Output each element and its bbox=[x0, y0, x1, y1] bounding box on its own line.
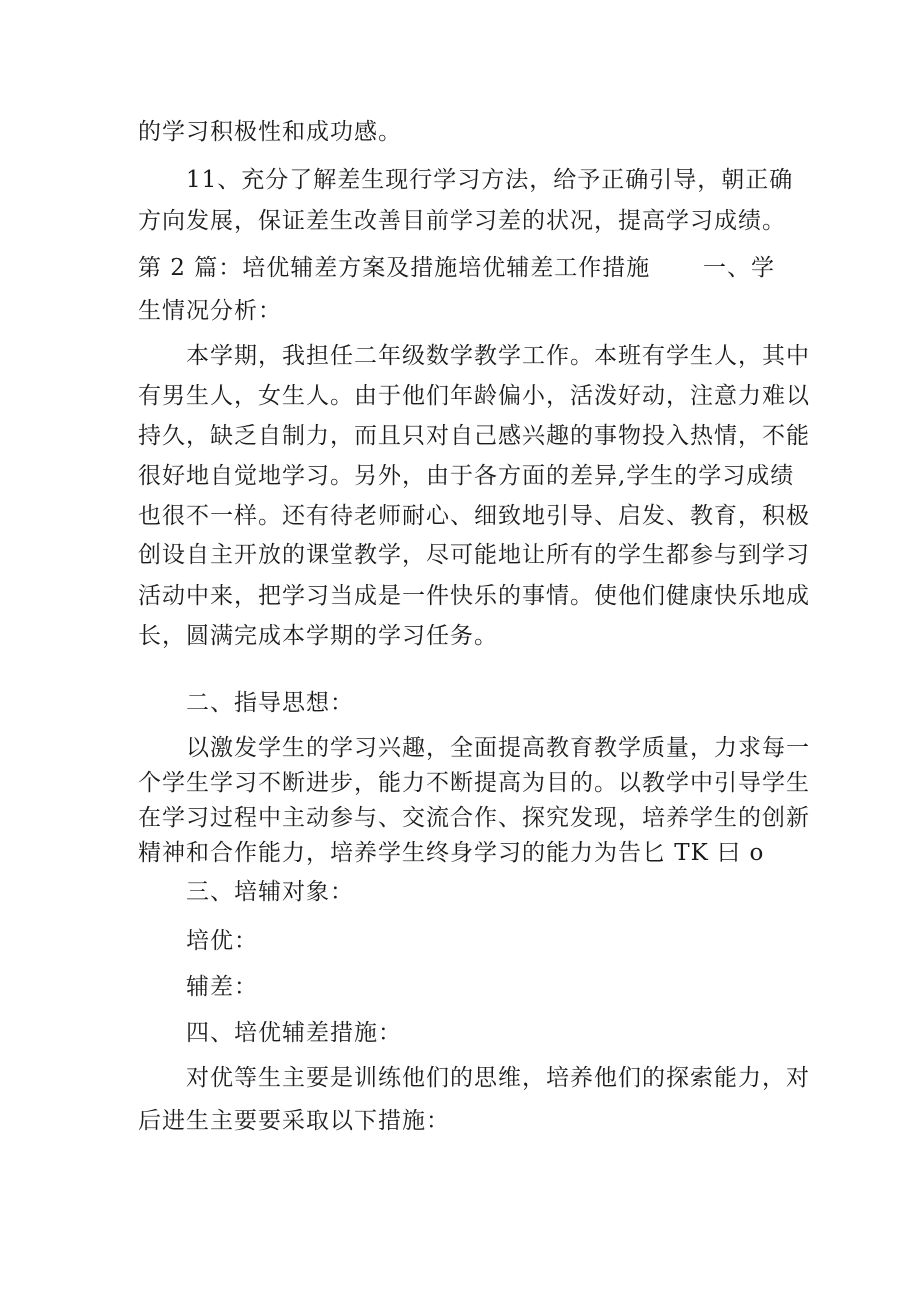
text-line: 本学期，我担任二年级数学教学工作。本班有学生人，其中 bbox=[186, 343, 810, 369]
section-heading-tail: 一、学 bbox=[703, 255, 775, 281]
text-line: 精神和合作能力，培养学生终身学习的能力为告匕 TK 曰 o bbox=[138, 840, 765, 866]
section-heading: 三、培辅对象： bbox=[186, 879, 354, 905]
text-line: 很好地自觉地学习。另外，由于各方面的差异,学生的学习成绩 bbox=[138, 463, 795, 489]
text-line: 方向发展，保证差生改善目前学习差的状况，提高学习成绩。 bbox=[138, 208, 786, 234]
text-line: 长，圆满完成本学期的学习任务。 bbox=[138, 623, 498, 649]
text-line: 培优： bbox=[186, 928, 258, 954]
text-line: 辅差： bbox=[186, 974, 258, 1000]
text-line: 对优等生主要是训练他们的思维，培养他们的探索能力，对 bbox=[186, 1065, 810, 1091]
text-line: 以激发学生的学习兴趣，全面提高教育教学质量，力求每一 bbox=[186, 735, 810, 761]
text-line: 生情况分析： bbox=[138, 298, 282, 324]
text-line: 11、充分了解差生现行学习方法，给予正确引导，朝正确 bbox=[186, 167, 794, 193]
text-line: 活动中来，把学习当成是一件快乐的事情。使他们健康快乐地成 bbox=[138, 583, 810, 609]
text-line: 有男生人，女生人。由于他们年龄偏小，活泼好动，注意力难以 bbox=[138, 383, 810, 409]
section-heading: 四、培优辅差措施： bbox=[186, 1020, 402, 1046]
section-heading: 二、指导思想： bbox=[186, 690, 354, 716]
text-line: 也很不一样。还有待老师耐心、细致地引导、启发、教育，积极 bbox=[138, 503, 810, 529]
text-line: 在学习过程中主动参与、交流合作、探究发现，培养学生的创新 bbox=[138, 805, 810, 831]
text-line: 创设自主开放的课堂教学，尽可能地让所有的学生都参与到学习 bbox=[138, 542, 810, 568]
text-line: 的学习积极性和成功感。 bbox=[138, 119, 402, 145]
text-line: 持久，缺乏自制力，而且只对自己感兴趣的事物投入热情，不能 bbox=[138, 423, 810, 449]
section-heading: 第 2 篇：培优辅差方案及措施培优辅差工作措施 bbox=[138, 255, 651, 281]
text-line: 后进生主要要采取以下措施： bbox=[138, 1108, 450, 1134]
text-line: 个学生学习不断进步，能力不断提高为目的。以教学中引导学生 bbox=[138, 770, 810, 796]
